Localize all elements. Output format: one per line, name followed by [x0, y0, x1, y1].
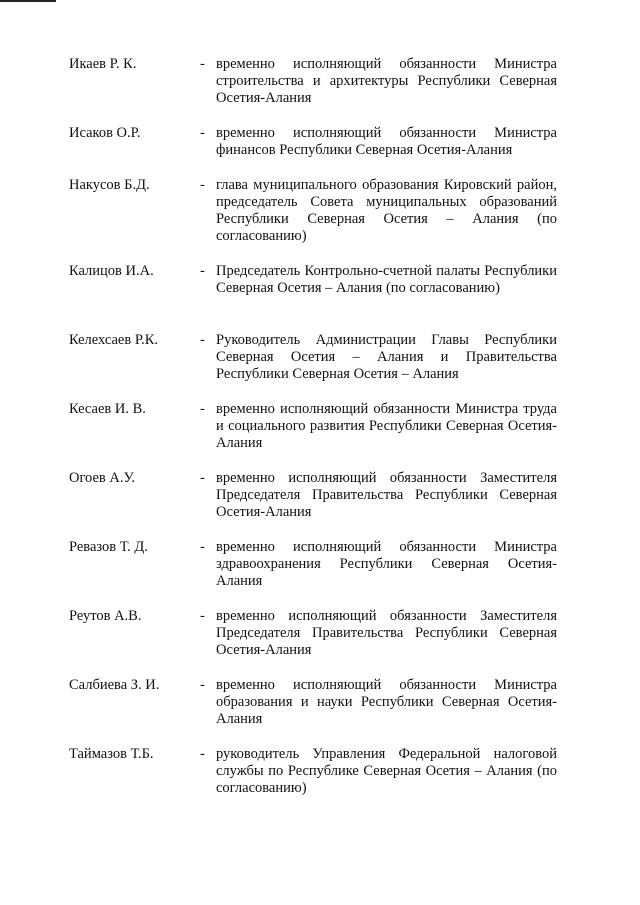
member-position: Председатель Контрольно-счетной палаты Республики Северная Осетия – Алания (по согласованию) — [216, 263, 557, 296]
member-position: глава муниципального образования Кировский район, председатель Совета муниципальных образований Республики Северная Осетия – Алания (по согласованию) — [216, 177, 557, 244]
member-position: Руководитель Администрации Главы Республики Северная Осетия – Алания и Правительства Республики Северная Осетия – Алания — [216, 332, 557, 382]
separator-dash: - — [200, 332, 205, 348]
member-name: Таймазов Т.Б. — [69, 746, 154, 762]
member-position: временно исполняющий обязанности Министра здравоохранения Республики Северная Осетия-Алания — [216, 539, 557, 589]
corner-rule — [0, 0, 56, 2]
member-name: Кесаев И. В. — [69, 401, 146, 417]
member-name: Накусов Б.Д. — [69, 177, 150, 193]
separator-dash: - — [200, 746, 205, 762]
separator-dash: - — [200, 677, 205, 693]
separator-dash: - — [200, 608, 205, 624]
separator-dash: - — [200, 401, 205, 417]
member-position: временно исполняющий обязанности Заместителя Председателя Правительства Республики Северная Осетия-Алания — [216, 470, 557, 520]
member-position: временно исполняющий обязанности Министра образования и науки Республики Северная Осетия-Алания — [216, 677, 557, 727]
member-name: Келехсаев Р.К. — [69, 332, 158, 348]
separator-dash: - — [200, 539, 205, 555]
member-position: руководитель Управления Федеральной налоговой службы по Республике Северная Осетия – Алания (по согласованию) — [216, 746, 557, 796]
member-name: Икаев Р. К. — [69, 56, 137, 72]
member-position: временно исполняющий обязанности Министра строительства и архитектуры Республики Северная Осетия-Алания — [216, 56, 557, 106]
separator-dash: - — [200, 56, 205, 72]
member-name: Исаков О.Р. — [69, 125, 141, 141]
member-name: Ревазов Т. Д. — [69, 539, 148, 555]
member-position: временно исполняющий обязанности Заместителя Председателя Правительства Республики Северная Осетия-Алания — [216, 608, 557, 658]
member-position: временно исполняющий обязанности Министра финансов Республики Северная Осетия-Алания — [216, 125, 557, 158]
separator-dash: - — [200, 125, 205, 141]
separator-dash: - — [200, 263, 205, 279]
separator-dash: - — [200, 470, 205, 486]
member-position: временно исполняющий обязанности Министра труда и социального развития Республики Северная Осетия-Алания — [216, 401, 557, 451]
member-name: Калицов И.А. — [69, 263, 154, 279]
separator-dash: - — [200, 177, 205, 193]
member-name: Реутов А.В. — [69, 608, 142, 624]
member-name: Огоев А.У. — [69, 470, 136, 486]
member-name: Салбиева З. И. — [69, 677, 160, 693]
